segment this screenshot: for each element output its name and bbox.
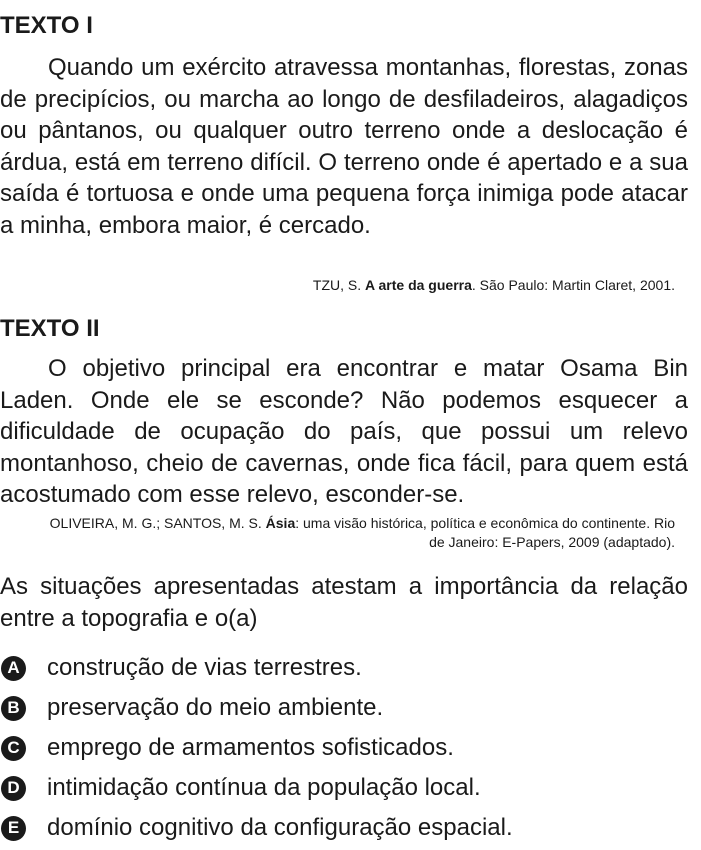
texto-2-source — [35, 514, 675, 552]
texto-1-source-prefix: TZU, S. — [312, 277, 366, 293]
option-b-text: preservação do meio ambiente. — [47, 694, 384, 721]
option-a-text: construção de vias terrestres. — [47, 654, 362, 681]
texto-2-source-title: Ásia — [265, 515, 296, 531]
option-c[interactable] — [0, 728, 688, 768]
option-d-text: intimidação contínua da população local. — [47, 774, 481, 801]
option-a[interactable] — [0, 648, 688, 688]
texto-2-body: O objetivo principal era encontrar e matar Osama Bin Laden. Onde ele se esconde? Não podemos esquecer a dificuldade de ocupação do país, que possui um relevo montanhoso, cheio de cavernas, onde fica fácil, para quem está acostumado com esse relevo, esconder-se. — [0, 355, 688, 508]
question-stem: As situações apresentadas atestam a importância da relação entre a topografia e o(a) — [0, 573, 688, 632]
option-c-text: emprego de armamentos sofisticados. — [47, 734, 454, 761]
option-c-letter-badge: C — [1, 736, 26, 761]
texto-1-source-suffix: . São Paulo: Martin Claret, 2001. — [471, 277, 675, 293]
option-b[interactable] — [0, 688, 688, 728]
option-e-text: domínio cognitivo da configuração espacial. — [47, 814, 513, 841]
answer-options — [0, 648, 688, 848]
texto-2-source-prefix: OLIVEIRA, M. G.; SANTOS, M. S. — [49, 515, 266, 531]
texto-1-source — [35, 276, 675, 295]
option-e[interactable] — [0, 808, 688, 848]
texto-1-heading: TEXTO I — [0, 12, 93, 39]
option-a-letter-badge: A — [1, 656, 26, 681]
option-e-letter-badge: E — [1, 816, 26, 841]
option-b-letter-badge: B — [1, 696, 26, 721]
texto-2-source-suffix: : uma visão histórica, política e econômica do continente. Rio de Janeiro: E-Papers, 2009 (adaptado). — [295, 515, 675, 550]
texto-1-source-title: A arte da guerra — [365, 277, 472, 293]
texto-1-body: Quando um exército atravessa montanhas, florestas, zonas de precipícios, ou marcha ao longo de desfiladeiros, alagadiços ou pântanos, ou qualquer outro terreno onde a deslocação é árdua, está em terreno difícil. O terreno onde é apertado e a sua saída é tortuosa e onde uma pequena força inimiga pode atacar a minha, embora maior, é cercado. — [0, 54, 688, 239]
texto-2-heading: TEXTO II — [0, 315, 100, 342]
option-d[interactable] — [0, 768, 688, 808]
option-d-letter-badge: D — [1, 776, 26, 801]
